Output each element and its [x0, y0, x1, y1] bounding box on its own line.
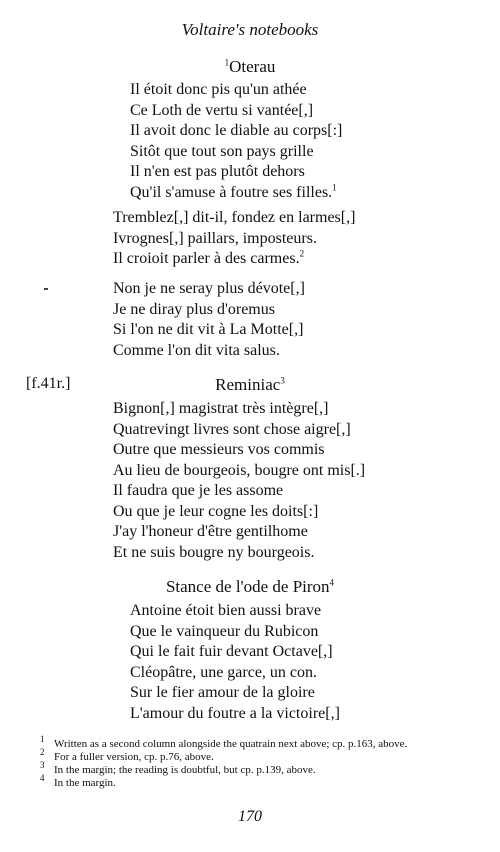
verse-line: Au lieu de bourgeois, bougre ont mis[.] [113, 461, 366, 479]
poem-title-text: Oterau [229, 57, 276, 76]
verse-line: L'amour du foutre a la victoire[,] [130, 704, 340, 722]
footnote: 3 In the margin; the reading is doubtful, but cp. p.139, above. [40, 760, 316, 776]
footnote-marker: 3 [280, 375, 285, 386]
verse-text: Qu'il s'amuse à foutre ses filles. [130, 183, 333, 201]
verse-line [130, 183, 342, 204]
verse-line: Si l'on ne dit vit à La Motte[,] [113, 321, 304, 338]
poem-title-text: Reminiac [215, 375, 281, 394]
verse-line: Ou que je leur cogne les doits[:] [113, 502, 319, 520]
footnote-text: In the margin; the reading is doubtful, but cp. p.139, above. [54, 764, 316, 776]
footnote-text: In the margin. [54, 777, 116, 789]
verse-line: Il avoit donc le diable au corps[:] [130, 122, 343, 139]
poem-title-reminiac [0, 375, 500, 395]
verse-line: Outre que messieurs vos commis [113, 441, 325, 458]
verse-line: Tremblez[,] dit-il, fondez en larmes[,] [113, 209, 356, 226]
verse-line: Je ne diray plus d'oremus [113, 300, 275, 318]
footnote: 4 In the margin. [40, 773, 116, 789]
verse-line: Comme l'on dit vita salus. [113, 341, 280, 359]
verse-line: Cléopâtre, une garce, un con. [130, 663, 318, 681]
footnote: 2 For a fuller version, cp. p.76, above. [40, 747, 214, 763]
verse-line: Ivrognes[,] paillars, imposteurs. [113, 229, 317, 247]
verse-line: Sur le fier amour de la gloire [130, 684, 315, 701]
verse-text: Il croioit parler à des carmes. [113, 250, 300, 267]
footnote-marker: 2 [299, 248, 305, 259]
footnote-marker: 4 [329, 577, 335, 588]
verse-line: Non je ne seray plus dévote[,] [113, 280, 305, 297]
footnote-marker: 1 [332, 182, 337, 193]
footnote-marker: 1 [224, 57, 230, 68]
footnotes [40, 734, 408, 790]
footnote: 1 Written as a second column alongside the quatrain next above; cp. p.163, above. [40, 734, 408, 750]
verse-line: Antoine étoit bien aussi brave [130, 602, 322, 619]
poem-title-stance [0, 577, 500, 597]
verse-line: Il étoit donc pis qu'un athée [130, 81, 307, 98]
stanza-stance [130, 601, 340, 724]
verse-line: Qui le fait fuir devant Octave[,] [130, 643, 333, 660]
verse-line: Quatrevingt livres sont chose aigre[,] [113, 420, 351, 438]
verse-line: J'ay l'honeur d'être gentilhome [113, 523, 308, 540]
poem-title-text: Stance de l'ode de Piron [165, 577, 330, 596]
poem-title-oterau [0, 57, 500, 77]
stanza-2 [113, 208, 355, 270]
verse-line: Bignon[,] magistrat très intègre[,] [113, 400, 329, 417]
stanza-reminiac [113, 399, 365, 563]
stanza-3 [113, 279, 305, 361]
running-title: Voltaire's notebooks [181, 20, 319, 39]
footnote-text: For a fuller version, cp. p.76, above. [54, 751, 214, 763]
verse-line: Sitôt que tout son pays grille [130, 142, 314, 160]
folio-margin-ref: [f.41r.] [26, 375, 71, 392]
verse-line: Ce Loth de vertu si vantée[,] [130, 101, 314, 119]
stray-mark [44, 288, 48, 290]
verse-line: Il n'en est pas plutôt dehors [130, 163, 305, 180]
verse-line: Que le vainqueur du Rubicon [130, 622, 319, 640]
verse-line [113, 249, 355, 270]
verse-line: Il faudra que je les assome [113, 482, 284, 499]
page-number: 170 [238, 808, 262, 825]
verse-line: Et ne suis bougre ny bourgeois. [113, 543, 315, 561]
stanza-1 [130, 80, 342, 203]
footnote-text: Written as a second column alongside the quatrain next above; cp. p.163, above. [54, 738, 408, 750]
